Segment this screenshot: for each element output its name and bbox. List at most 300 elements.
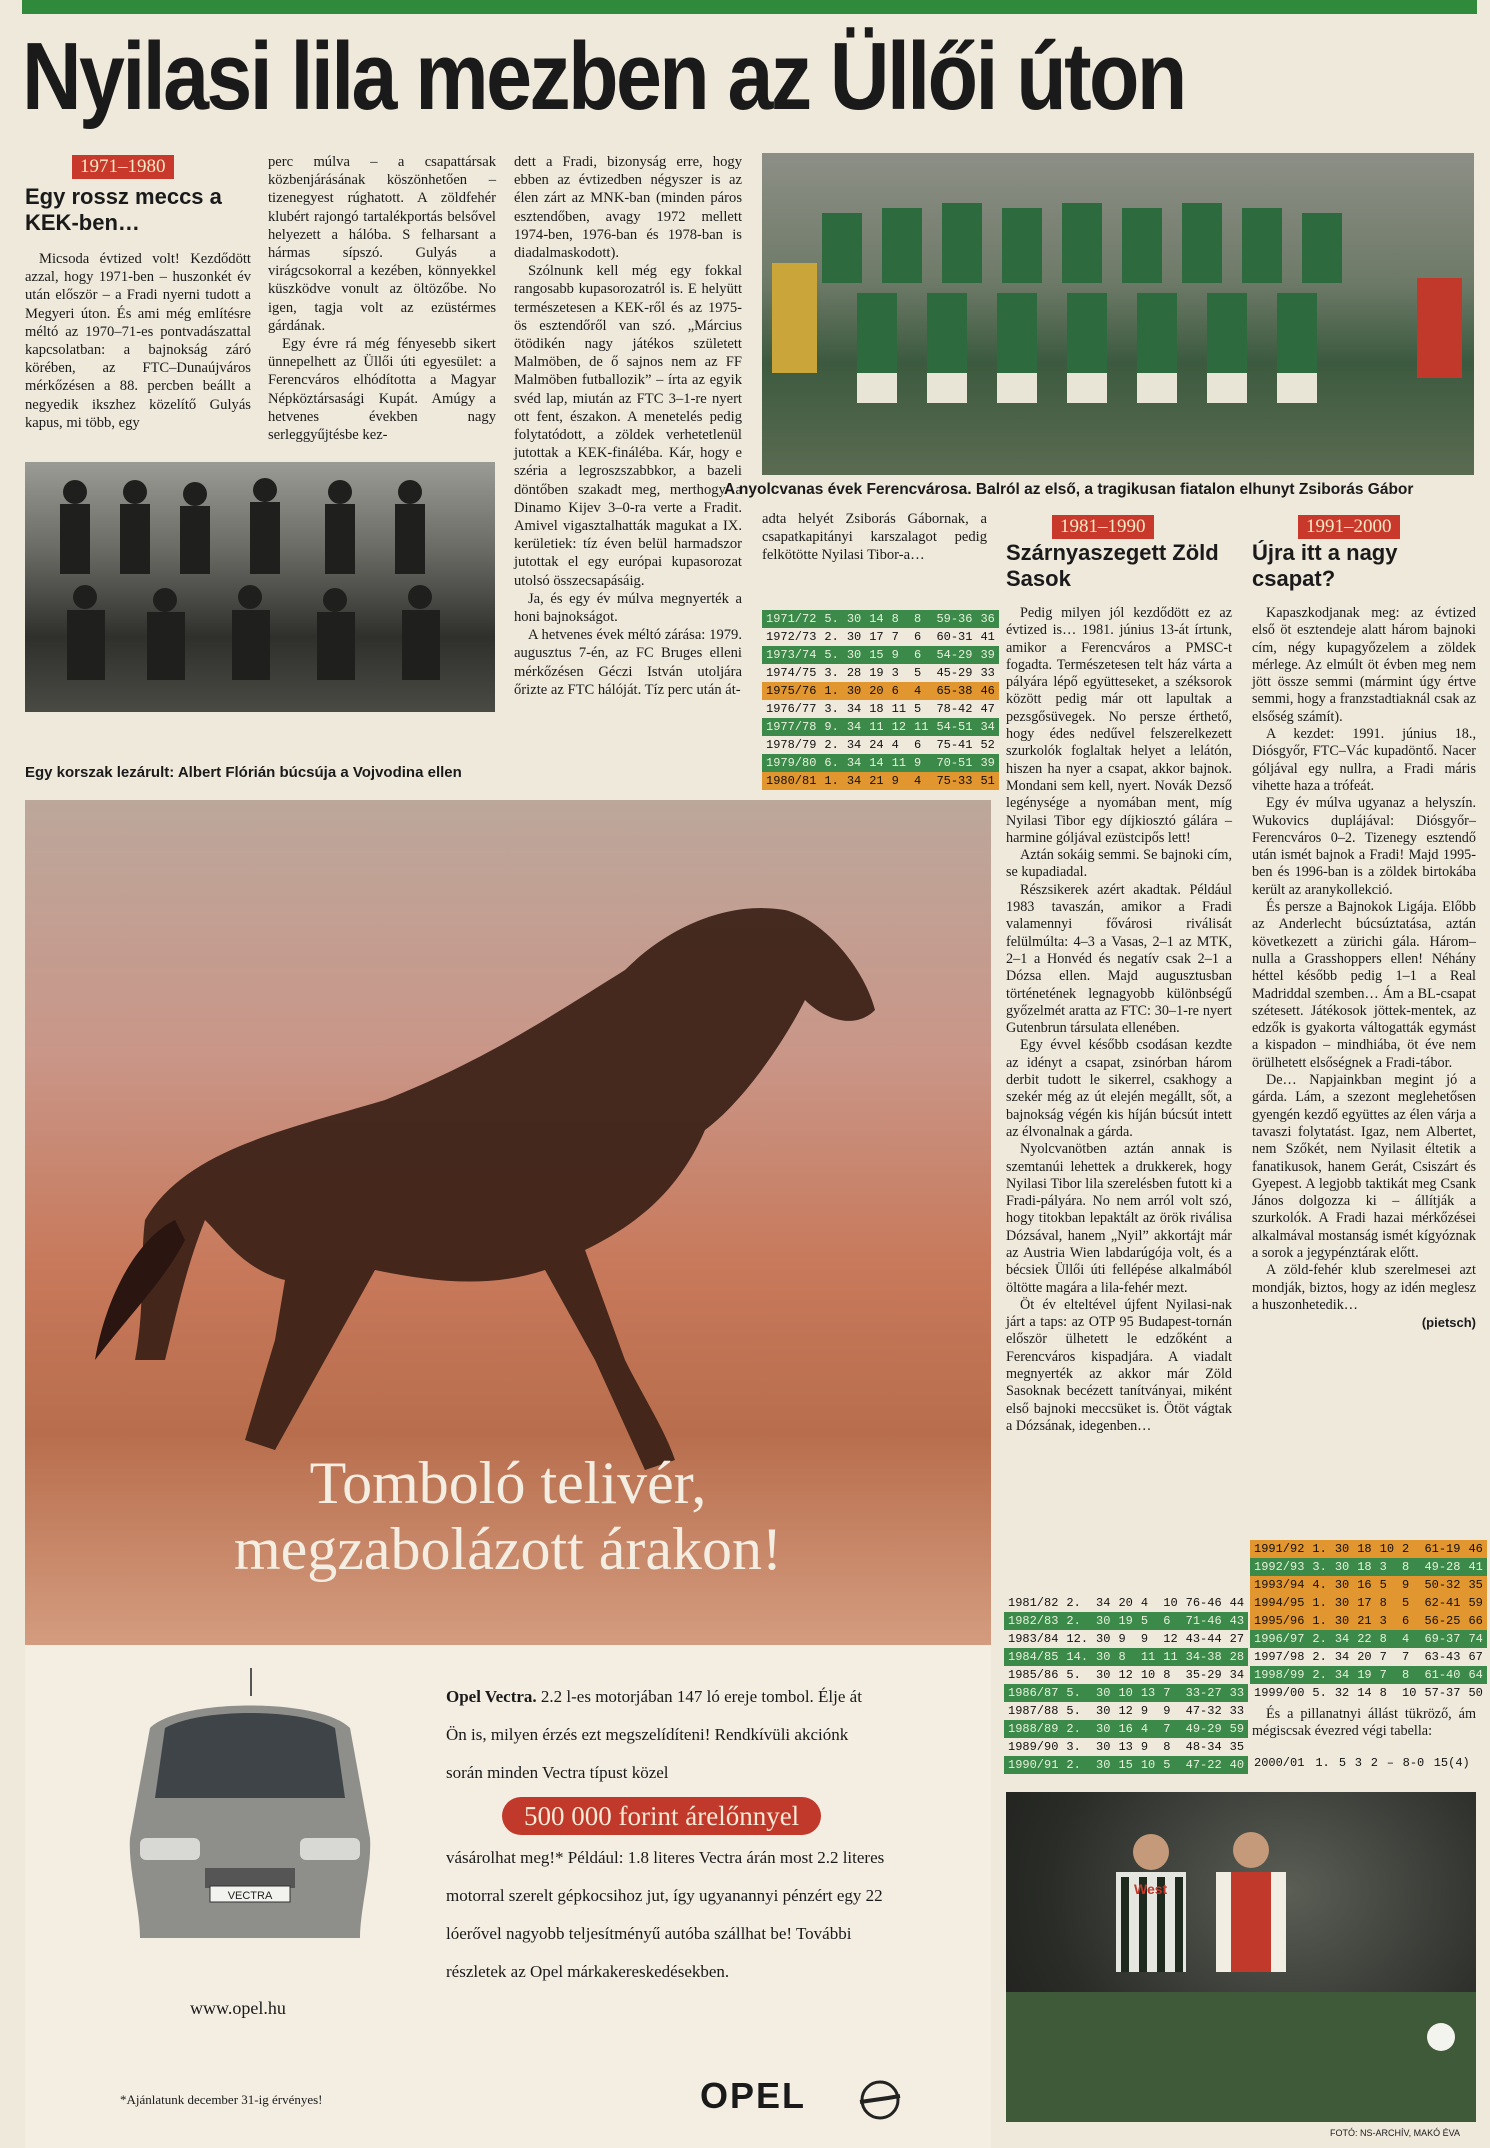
paragraph: Micsoda évtized volt! Kezdődött azzal, hogy 1971-ben – huszonkét év után először – a Fradi nyerni tudott a Megyeri úton. És ami még említésre méltó az 1970–71-es pontvadászattal kapcsolatban: a bajnokság záró körében, az FTC–Dunaújváros mérkőzésen a 88. percben beállt a negyedik ikszhez közelítő Gulyás kapus, mi több, egy xyxy=(25,251,251,431)
table-cell: 57-37 xyxy=(1424,1686,1461,1700)
table-row xyxy=(1004,1702,1248,1720)
table-cell: 8 xyxy=(891,612,899,626)
table-cell: 2. xyxy=(1312,1650,1327,1664)
table-row xyxy=(1250,1576,1487,1594)
team-photo-eighties xyxy=(762,153,1474,475)
table-cell: 9 xyxy=(891,774,899,788)
photo-credit: FOTÓ: NS-ARCHÍV, MAKÓ ÉVA xyxy=(1330,2128,1461,2138)
table-cell: 2. xyxy=(1312,1668,1327,1682)
ad-slogan-line2: megzabolázott árakon! xyxy=(233,1516,783,1582)
table-cell: 7 xyxy=(1379,1668,1387,1682)
table-cell: 3 xyxy=(1379,1560,1387,1574)
table-cell: 1992/93 xyxy=(1254,1560,1305,1574)
table-cell: 1. xyxy=(1312,1596,1327,1610)
table-cell: 15 xyxy=(1118,1758,1133,1772)
table-cell: 11 xyxy=(869,720,884,734)
table-cell: 59 xyxy=(1468,1596,1483,1610)
table-cell: 12 xyxy=(1163,1632,1178,1646)
table-cell: 5 xyxy=(914,666,922,680)
opel-vectra-car xyxy=(120,1668,380,1968)
table-cell: 30 xyxy=(1096,1614,1111,1628)
table-cell: 41 xyxy=(1468,1560,1483,1574)
table-cell: 2. xyxy=(1066,1596,1081,1610)
paragraph: adta helyét Zsiborás Gábornak, a csapatkapitányi karszalagot pedig felkötötte Nyilasi Tibor-a… xyxy=(762,511,987,564)
table-cell: 2. xyxy=(1066,1758,1081,1772)
table-cell: 2. xyxy=(824,738,839,752)
ad-horse-photo xyxy=(25,800,991,1645)
table-cell: 30 xyxy=(846,630,862,644)
table-cell: 5. xyxy=(1066,1686,1081,1700)
table-cell: 3. xyxy=(824,702,839,716)
article-col1 xyxy=(25,250,251,432)
table-cell: 36 xyxy=(980,612,995,626)
table-cell: 2 xyxy=(1370,1756,1378,1770)
table-cell: 59 xyxy=(1229,1722,1245,1736)
ad-footnote: *Ajánlatunk december 31-ig érvényes! xyxy=(120,2092,323,2107)
paragraph: dett a Fradi, bizonyság erre, hogy ebben az évtizedben négyszer is az élen zárt az MNK-ban (minden páros esztendőben, avagy 1972 mellett 1974-ben, 1976-ban és 1978-ban is diadalmaskodott). xyxy=(514,154,742,262)
table-cell: 5 xyxy=(1338,1756,1347,1770)
table-cell: 2. xyxy=(1066,1614,1081,1628)
table-cell: 2. xyxy=(1066,1722,1081,1736)
table-cell: 1981/82 xyxy=(1008,1596,1059,1610)
table-cell: 61-40 xyxy=(1424,1668,1461,1682)
table-cell: 28 xyxy=(846,666,862,680)
table-cell: 5. xyxy=(1066,1668,1081,1682)
table-row xyxy=(762,628,999,646)
table-cell: 8 xyxy=(1402,1668,1410,1682)
paragraph: A hetvenes évek méltó zárása: 1979. augusztus 7-én, az FC Bruges elleni mérkőzésen Géczi István utoljára őrizte az FTC hálóját. Tíz perc után át- xyxy=(514,627,742,698)
table-cell: 4 xyxy=(1140,1722,1149,1736)
paragraph: Pedig milyen jól kezdődött ez az évtized is… 1981. június 13-át írtunk, amikor a Ferencváros a PMSC-t fogadta. Természetesen telt ház várta a pályára lépő együtteseket, a széksorok között pedig már ott lapultak a pezsgősüvegek. No persze érthető, hogy édes nedűvel felszerelkezett szurkolók foglaltak helyet a lelátón, hiszen ha nyer a csapat, akkor bajnok. Mondani sem kell, nyert. Novák Dezső legénysége a nyomában ment, míg Nyilasi Tibor egy díjkiosztó gálára – harmine góljával ezüstcipős lett! xyxy=(1006,605,1232,846)
car-illustration xyxy=(120,1668,380,1968)
table-cell: 5 xyxy=(1140,1614,1149,1628)
article-col2 xyxy=(268,153,496,444)
table-cell: 18 xyxy=(869,702,884,716)
table-cell: 32 xyxy=(1334,1686,1350,1700)
table-cell: 9 xyxy=(1118,1632,1126,1646)
paragraph: Nyolcvanötben aztán annak is szemtanúi lehettek a drukkerek, hogy Nyilasi Tibor lila szerelésben futott ki a Fradi-pályára. No nem arról volt szó, hogy titokban lepaktált az örök riválisa Dózsával, hanem „Nyil” akkortájt már az Austria Wien labdarúgója volt, és a bécsiek Üllői úti fellépése alkalmából öltötte magára a lila-fehér mezt. xyxy=(1006,1141,1232,1296)
table-cell: 1987/88 xyxy=(1008,1704,1059,1718)
table-cell: 1997/98 xyxy=(1254,1650,1305,1664)
table-cell: 1977/78 xyxy=(766,720,817,734)
era-badge: 1991–2000 xyxy=(1298,515,1400,539)
paragraph: Részsikerek azért akadtak. Például 1983 tavaszán, amikor a Fradi valamennyi fővárosi riválisát felülmúlta: 4–3 a Vasas, 2–1 az MTK, 2–1 a Honvéd és negatív csak 2–1 a Dózsa ellen. Majd augusztusban történetének legnagyobb különbségű győzelmét aratta az FTC: 30–1-re nyert Gutenbrun társulata ellenében. xyxy=(1006,881,1232,1037)
table-cell: 45-29 xyxy=(936,666,973,680)
table-cell: 59-36 xyxy=(936,612,973,626)
table-cell: 30 xyxy=(1096,1758,1111,1772)
team-silhouettes xyxy=(25,462,495,712)
era-badge: 1971–1980 xyxy=(72,155,174,179)
table-cell: 30 xyxy=(1334,1596,1350,1610)
table-cell: 4 xyxy=(1402,1632,1410,1646)
table-cell: 1976/77 xyxy=(766,702,817,716)
table-cell: 30 xyxy=(1334,1542,1350,1556)
table-cell: 35 xyxy=(1468,1578,1483,1592)
table-cell: 56-25 xyxy=(1424,1614,1461,1628)
table-cell: 11 xyxy=(914,720,929,734)
table-row xyxy=(1250,1666,1487,1684)
table-cell: 6. xyxy=(824,756,839,770)
table-cell: 5. xyxy=(824,648,839,662)
table-cell: 1. xyxy=(1312,1542,1327,1556)
table-cell: 1993/94 xyxy=(1254,1578,1305,1592)
price-banner xyxy=(502,1797,821,1835)
table-cell: 11 xyxy=(1140,1650,1156,1664)
article-col3-lead xyxy=(762,510,987,565)
table-cell: 3 xyxy=(1379,1614,1387,1628)
table-cell: 1975/76 xyxy=(766,684,817,698)
table-cell: 16 xyxy=(1357,1578,1372,1592)
table-cell: 49-29 xyxy=(1185,1722,1222,1736)
article-col-1981 xyxy=(1006,605,1232,1435)
table-cell: 27 xyxy=(1229,1632,1245,1646)
table-cell: 3 xyxy=(1354,1756,1362,1770)
era-label-1991 xyxy=(1298,515,1400,539)
table-row xyxy=(1004,1756,1248,1774)
era-label-1981 xyxy=(1052,515,1154,539)
paragraph: perc múlva – a csapattársak közbenjárásának köszönhetően – tizenegyest rúghatott. A zöldfehér klubért rajongó tartalékportás belsővel helyezett a hálóba. S felharsant a hármas sípszó. Gulyás a virágcsokorral a kezében, könnyekkel küszködve vonult az öltözőbe. No igen, tagja volt az ezüstérmes gárdának. xyxy=(268,154,496,334)
paragraph: Szólnunk kell még egy fokkal rangosabb kupasorozatról is. E helyütt természetesen a KEK-ről és az 1975-ös esztendőről van szó. „Március ötödikén nagy játékos született Malmöben, de ő sajnos nem az FF Malmöben futballozik” – írta az egyik svéd lap, miután az FTC 3–1-re nyert ott fent, északon. A menetelés pedig folytatódott, a zöldek verhetetlenül jutottak a KEK-fináléba. Kár, hogy e széria a legroszszabbkor, a bazeli döntőben szakadt meg, merthogy a Dinamo Kijev 3–0-ra verte a Fradit. Amivel vigasztalhatták magukat a IX. kerületiek: tíz éven belül harmadszor jutottak el egy európai kupasorozat utolsó összecsapásáig. xyxy=(514,263,742,589)
table-1991-2000 xyxy=(1250,1540,1487,1702)
table-cell: 47-32 xyxy=(1185,1704,1222,1718)
table-cell: 5. xyxy=(1066,1704,1081,1718)
paragraph: Egy év múlva ugyanaz a helyszín. Wukovics duplájával: Diósgyőr–Ferencváros 0–2. Tizenegy esztendő után ismét bajnok a Fradi! Majd 1995-ben és 1996-ban is a zöldek birtokába került az aranykollekció. xyxy=(1252,795,1476,898)
table-cell: 50-32 xyxy=(1424,1578,1461,1592)
paragraph: Aztán sokáig semmi. Se bajnoki cím, se kupadiadal. xyxy=(1006,847,1232,881)
table-row xyxy=(1004,1594,1248,1612)
table-cell: 7 xyxy=(1402,1650,1410,1664)
paragraph: Ja, és egy év múlva megnyerték a honi bajnokságot. xyxy=(514,590,742,626)
table-cell: 6 xyxy=(914,738,922,752)
opel-logo-icon xyxy=(858,2078,902,2122)
table-cell: 3. xyxy=(1066,1740,1081,1754)
ad-body-1 xyxy=(446,1678,886,1792)
table-cell: 1990/91 xyxy=(1008,1758,1059,1772)
table-cell: 33-27 xyxy=(1185,1686,1222,1700)
table-cell: 22 xyxy=(1357,1632,1372,1646)
table-cell: 49-28 xyxy=(1424,1560,1461,1574)
ad-slogan-line1: Tomboló telivér, xyxy=(309,1450,707,1516)
table-cell: 19 xyxy=(869,666,884,680)
table-cell: 21 xyxy=(1357,1614,1372,1628)
era-badge: 1981–1990 xyxy=(1052,515,1154,539)
table-cell: 35 xyxy=(1229,1740,1245,1754)
match-photo-bl xyxy=(1006,1792,1476,2122)
table-cell: 2 xyxy=(1402,1542,1410,1556)
table-cell: 20 xyxy=(1118,1596,1133,1610)
table-cell: 41 xyxy=(980,630,995,644)
table-cell: 43-44 xyxy=(1185,1632,1222,1646)
table-cell: 40 xyxy=(1229,1758,1245,1772)
paragraph: Kapaszkodjanak meg: az évtized első öt esztendeje alatt három bajnoki cím, négy kupagyőzelem a zöldek mérlege. Az elmúlt öt évben meg nem jött össze semmi (mármint úgy értve semmi, hogy a franzstadtiaknál csak az elsőség számít). xyxy=(1252,605,1476,725)
table-cell: 15(4) xyxy=(1433,1756,1470,1770)
table-cell: 63-43 xyxy=(1424,1650,1461,1664)
table-cell: 1. xyxy=(824,774,839,788)
table-cell: 4 xyxy=(891,738,899,752)
table-cell: 4. xyxy=(1312,1578,1327,1592)
table-row xyxy=(1004,1720,1248,1738)
table-cell: 7 xyxy=(1163,1686,1171,1700)
table-cell: 9 xyxy=(914,756,922,770)
table-cell: 35-29 xyxy=(1185,1668,1222,1682)
jersey-sponsor: West xyxy=(1134,1881,1168,1897)
table-cell: 62-41 xyxy=(1424,1596,1461,1610)
table-cell: 19 xyxy=(1357,1668,1372,1682)
table-cell: 1991/92 xyxy=(1254,1542,1305,1556)
table-cell: 4 xyxy=(914,684,922,698)
table-cell: 1974/75 xyxy=(766,666,817,680)
table-row xyxy=(762,700,999,718)
opel-url[interactable]: www.opel.hu xyxy=(190,1998,286,2018)
table-cell: 1996/97 xyxy=(1254,1632,1305,1646)
table-cell: 1999/00 xyxy=(1254,1686,1305,1700)
table-cell: 5 xyxy=(1163,1758,1171,1772)
table-cell: 1. xyxy=(1312,1614,1327,1628)
table-cell: 30 xyxy=(1096,1704,1111,1718)
era-label-1971 xyxy=(72,155,174,179)
table-cell: 15 xyxy=(869,648,884,662)
table-cell: 54-29 xyxy=(936,648,973,662)
table-row xyxy=(1004,1666,1248,1684)
table-row xyxy=(762,754,999,772)
table-cell: 30 xyxy=(1096,1668,1111,1682)
table-cell: 34 xyxy=(1334,1632,1350,1646)
table-cell: 39 xyxy=(980,756,995,770)
table-cell: 67 xyxy=(1468,1650,1483,1664)
table-cell: 1988/89 xyxy=(1008,1722,1059,1736)
table-cell: 1978/79 xyxy=(766,738,817,752)
table-cell: 8 xyxy=(1163,1668,1171,1682)
table-cell: 9 xyxy=(1402,1578,1410,1592)
table-row xyxy=(1250,1648,1487,1666)
table-row xyxy=(1250,1630,1487,1648)
table-row xyxy=(762,646,999,664)
table-intro xyxy=(1252,1706,1476,1741)
table-cell: 75-41 xyxy=(936,738,973,752)
table-row xyxy=(1004,1738,1248,1756)
table-cell: 1983/84 xyxy=(1008,1632,1059,1646)
table-cell: 11 xyxy=(1163,1650,1178,1664)
table-cell: 9 xyxy=(891,648,899,662)
table-cell: 66 xyxy=(1468,1614,1483,1628)
paragraph: Egy évvel később csodásan kezdte az idényt a csapat, zsinórban három derbit tudott le sikerrel, csakhogy a szekér még az út elején megállt, sőt, a bajnokság végén kis híján búcsút intett az élvonalnak a gárda. xyxy=(1006,1037,1232,1140)
table-cell: 1979/80 xyxy=(766,756,817,770)
table-cell: 50 xyxy=(1468,1686,1483,1700)
table-cell: 18 xyxy=(1357,1542,1372,1556)
table-cell: 8 xyxy=(914,612,922,626)
table-cell: 69-37 xyxy=(1424,1632,1461,1646)
table-cell: 1980/81 xyxy=(766,774,817,788)
table-cell: 1971/72 xyxy=(766,612,817,626)
table-cell: 34 xyxy=(846,702,862,716)
table-cell: 8 xyxy=(1379,1632,1387,1646)
table-cell: 71-46 xyxy=(1185,1614,1222,1628)
table-cell: 60-31 xyxy=(936,630,973,644)
author-signature: (pietsch) xyxy=(1421,1315,1476,1331)
table-cell: 3. xyxy=(824,666,839,680)
table-cell: 76-46 xyxy=(1185,1596,1222,1610)
table-cell: 10 xyxy=(1140,1668,1156,1682)
table-cell: 30 xyxy=(846,612,862,626)
ad-model: Opel Vectra. xyxy=(446,1687,537,1706)
article-col3 xyxy=(514,153,742,699)
table-cell: 18 xyxy=(1357,1560,1372,1574)
table-cell: 13 xyxy=(1118,1740,1133,1754)
ad-text-1: 2.2 l-es motorjában 147 ló ereje tombol. Élje át Ön is, milyen érzés ezt megszelídíteni! Rendkívüli akciónk során minden Vectra típust közel xyxy=(446,1687,862,1782)
table-cell: 9 xyxy=(1163,1704,1171,1718)
table-cell: 43 xyxy=(1229,1614,1245,1628)
table-cell: 3. xyxy=(1312,1560,1327,1574)
table-cell: 30 xyxy=(1334,1578,1350,1592)
table-cell: 4 xyxy=(914,774,922,788)
table-cell: 47-22 xyxy=(1185,1758,1222,1772)
table-cell: 1982/83 xyxy=(1008,1614,1059,1628)
table-cell: 8 xyxy=(1379,1596,1387,1610)
table-row xyxy=(762,610,999,628)
table-cell: 30 xyxy=(1334,1560,1350,1574)
table-cell: 34 xyxy=(1229,1668,1245,1682)
table-cell: 34 xyxy=(846,774,862,788)
table-cell: 64 xyxy=(1468,1668,1483,1682)
table-cell: 34 xyxy=(846,756,862,770)
table-cell: 1985/86 xyxy=(1008,1668,1059,1682)
table-cell: 28 xyxy=(1229,1650,1245,1664)
table-row xyxy=(762,772,999,790)
table-cell: 10 xyxy=(1140,1758,1156,1772)
table-row xyxy=(1250,1684,1487,1702)
table-cell: 24 xyxy=(869,738,884,752)
table-cell: 30 xyxy=(1096,1740,1111,1754)
table-cell: 1994/95 xyxy=(1254,1596,1305,1610)
table-cell: 10 xyxy=(1118,1686,1133,1700)
table-cell: 1. xyxy=(1315,1756,1330,1770)
paragraph: Egy évre rá még fényesebb sikert ünnepelhett az Üllői úti egyesület: a Ferencváros elhódította a Magyar Népköztársasági Kupát. Amúgy a hetvenes években nagy serleggyűjtésbe kez- xyxy=(268,336,496,444)
table-cell: 5 xyxy=(914,702,922,716)
table-cell: 78-42 xyxy=(936,702,973,716)
price-banner-text: 500 000 forint árelőnnyel xyxy=(502,1797,821,1835)
section-title-1991: Újra itt a nagy csapat? xyxy=(1252,540,1398,591)
table-cell: 1995/96 xyxy=(1254,1614,1305,1628)
table-cell: 1998/99 xyxy=(1254,1668,1305,1682)
table-cell: 12 xyxy=(1118,1668,1133,1682)
table-cell: 14 xyxy=(869,756,884,770)
table-cell: 8 xyxy=(1402,1560,1410,1574)
table-cell: 5 xyxy=(1402,1596,1410,1610)
ad-body-2: vásárolhat meg!* Például: 1.8 literes Vectra árán most 2.2 literes motorral szerelt gépkocsihoz jut, így ugyanannyi pénzért egy 22 lóerővel nagyobb teljesítményű autóba szállhat be! További részletek az Opel márkakereskedésekben. xyxy=(446,1848,885,1981)
table-cell: 4 xyxy=(1140,1596,1149,1610)
table-cell: 34 xyxy=(1334,1668,1350,1682)
table-cell: 14 xyxy=(869,612,884,626)
table-cell: 70-51 xyxy=(936,756,973,770)
section-title-1981: Szárnyaszegett Zöld Sasok xyxy=(1006,540,1219,591)
table-1971-1980 xyxy=(762,610,999,790)
table-row xyxy=(1004,1612,1248,1630)
paragraph: És persze a Bajnokok Ligája. Előbb az Anderlecht búcsúztatása, aztán következett a zürichi gála. Három–nulla a Grasshoppers ellen! Néhány héttel később pedig 1–1 a Real Madriddal szemben… Ám a BL-csapat szétesett. Játékosok jöttek-mentek, az edzők is gyakorta váltogatták egymást a kispadon – mindhiába, öt éve nem örülhetett elsőségnek a Fradi-tábor. xyxy=(1252,899,1476,1071)
paragraph: A zöld-fehér klub szerelmesei azt mondják, biztos, hogy az idén meglesz a huszonhetedik… xyxy=(1252,1262,1476,1313)
table-row xyxy=(762,682,999,700)
table-current-season xyxy=(1250,1754,1476,1772)
table-cell: 17 xyxy=(869,630,884,644)
table-row xyxy=(1250,1594,1487,1612)
table-cell: 3 xyxy=(891,666,899,680)
table-row xyxy=(762,664,999,682)
table-cell: 34 xyxy=(1096,1596,1111,1610)
table-row xyxy=(1004,1648,1248,1666)
table-cell: 30 xyxy=(1096,1632,1111,1646)
table-cell: 75-33 xyxy=(936,774,973,788)
table-cell: 7 xyxy=(1379,1650,1387,1664)
table-cell: 9 xyxy=(1140,1704,1149,1718)
table-cell: 9. xyxy=(824,720,839,734)
table-row xyxy=(1250,1754,1476,1772)
table-cell: 8-0 xyxy=(1402,1756,1425,1770)
license-plate: VECTRA xyxy=(227,1890,273,1902)
table-cell: 48-34 xyxy=(1185,1740,1222,1754)
table-cell: 14 xyxy=(1357,1686,1372,1700)
table-cell: 6 xyxy=(891,684,899,698)
table-cell: 10 xyxy=(1163,1596,1178,1610)
table-cell: 20 xyxy=(1357,1650,1372,1664)
paragraph: De… Napjainkban megint jó a gárda. Lám, a szezont meglehetősen gyengén kezdő együttes az élen várja a tavaszi folytatást. Igaz, nem Albertet, nem Szőkét, nem Nyilasit éltetik a fanatikusok, hanem Gerát, Csiszárt és Gyepest. A legjobb taktikát meg Csank János dolgozza ki – állítják a szurkolók. A Fradi hazai mérkőzései alkalmával mostanság ismét kígyóznak a sorok a jegypénztárak előtt. xyxy=(1252,1072,1476,1261)
players-silhouette xyxy=(1006,1792,1476,2122)
table-cell: 10 xyxy=(1402,1686,1417,1700)
table-cell: 74 xyxy=(1468,1632,1483,1646)
table-cell: 34 xyxy=(1334,1650,1350,1664)
table-row xyxy=(1250,1612,1487,1630)
table-cell: 2. xyxy=(1312,1632,1327,1646)
table-cell: 1984/85 xyxy=(1008,1650,1059,1664)
team-photo-caption: A nyolcvanas évek Ferencvárosa. Balról az első, a tragikusan fiatalon elhunyt Zsiborás Gábor xyxy=(724,481,1414,498)
table-cell: 1989/90 xyxy=(1008,1740,1059,1754)
top-color-bar xyxy=(22,0,1477,14)
table-cell: 20 xyxy=(869,684,884,698)
table-cell: 30 xyxy=(846,648,862,662)
paragraph: Öt év elteltével újfent Nyilasi-nak járt a taps: az OTP 95 Budapest-tornán először ülhetett le edzőként a Ferencváros kispadjára. A viadalt megnyerték az akkor már Zöld Sasoknak becézett tanítványai, miként első bajnoki meccsüket is. Ötöt vágtak a Dózsának, idegenben… xyxy=(1006,1296,1232,1434)
table-cell: 1972/73 xyxy=(766,630,817,644)
table-cell: 11 xyxy=(891,702,907,716)
table-cell: 30 xyxy=(1334,1614,1350,1628)
table-cell: – xyxy=(1386,1756,1394,1770)
table-cell: 47 xyxy=(980,702,995,716)
table-cell: 14. xyxy=(1066,1650,1089,1664)
table-cell: 8 xyxy=(1118,1650,1126,1664)
page-headline: Nyilasi lila mezben az Üllői úton xyxy=(22,23,1185,130)
table-cell: 19 xyxy=(1118,1614,1133,1628)
section-title-1971: Egy rossz meccs a KEK-ben… xyxy=(25,184,222,235)
albert-farewell-photo xyxy=(25,462,495,712)
table-cell: 30 xyxy=(1096,1650,1111,1664)
table-row xyxy=(1250,1558,1487,1576)
table-cell: 5. xyxy=(1312,1686,1327,1700)
table-cell: 34-38 xyxy=(1185,1650,1222,1664)
table-cell: 34 xyxy=(846,738,862,752)
table-cell: 1986/87 xyxy=(1008,1686,1059,1700)
table-cell: 46 xyxy=(1468,1542,1483,1556)
table-cell: 8 xyxy=(1163,1740,1171,1754)
table-cell: 9 xyxy=(1140,1632,1149,1646)
table-cell: 7 xyxy=(1163,1722,1171,1736)
table-cell: 6 xyxy=(914,630,922,644)
table-cell: 52 xyxy=(980,738,995,752)
table-cell: 6 xyxy=(1163,1614,1171,1628)
table-cell: 51 xyxy=(980,774,995,788)
table-cell: 5. xyxy=(824,612,839,626)
table-cell: 30 xyxy=(1096,1722,1111,1736)
opel-logo-text: OPEL xyxy=(700,2075,807,2116)
table-row xyxy=(762,736,999,754)
ad-slogan xyxy=(25,1450,991,1582)
table-cell: 12. xyxy=(1066,1632,1089,1646)
